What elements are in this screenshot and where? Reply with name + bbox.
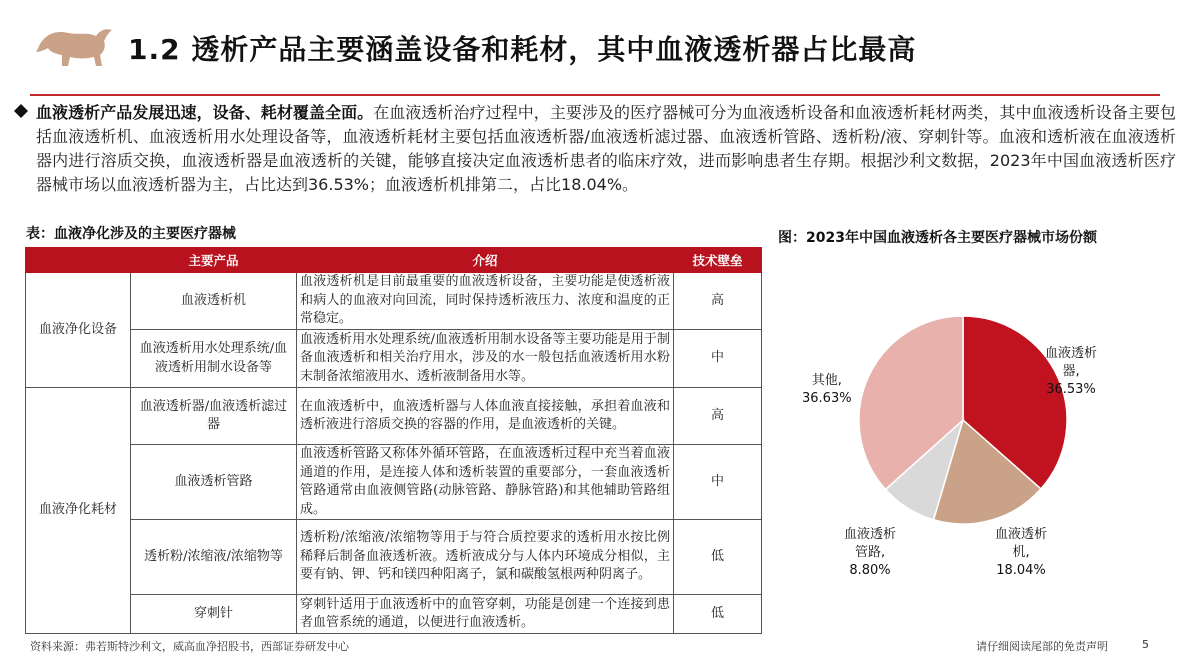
barrier-cell: 高 (674, 273, 762, 330)
chart-title: 图：2023年中国血液透析各主要医疗器械市场份额 (778, 230, 1097, 246)
category-cell: 血液净化设备 (26, 273, 131, 388)
market-share-pie-chart (780, 250, 1180, 635)
bull-logo-icon (34, 24, 114, 70)
slice-label-line: 血液透析 (995, 527, 1048, 542)
diamond-bullet-icon (14, 104, 28, 118)
header-barrier: 技术壁垒 (674, 248, 762, 273)
product-cell: 血液透析用水处理系统/血液透析用制水设备等 (131, 330, 297, 388)
header-category (26, 248, 131, 273)
table-header-row (26, 248, 762, 273)
product-cell: 血液透析管路 (131, 445, 297, 520)
title-divider (30, 94, 1160, 96)
slice-pct: 18.04% (996, 563, 1046, 578)
table-row (26, 388, 762, 445)
header-intro: 介绍 (297, 248, 674, 273)
desc-cell: 血液透析机是目前最重要的血液透析设备，主要功能是使透析液和病人的血液对向回流，同时保持透析液压力、浓度和温度的正常稳定。 (297, 273, 674, 330)
table-row (26, 273, 762, 330)
table-row (26, 520, 762, 595)
intro-paragraph (36, 101, 1176, 197)
header-product: 主要产品 (131, 248, 297, 273)
table-row (26, 330, 762, 388)
slice-label-machine (995, 526, 1047, 580)
intro-lead: 血液透析产品发展迅速，设备、耗材覆盖全面。 (36, 103, 374, 122)
desc-cell: 血液透析管路又称体外循环管路，在血液透析过程中充当着血液通道的作用，是连接人体和透析装置的重要部分，一套血液透析管路通常由血液侧管路(动脉管路、静脉管路)和其他辅助管路组成。 (297, 445, 674, 520)
page-title: 1.2 透析产品主要涵盖设备和耗材，其中血液透析器占比最高 (128, 33, 917, 66)
table-title: 表：血液净化涉及的主要医疗器械 (26, 226, 236, 242)
table-row (26, 445, 762, 520)
table-row (26, 595, 762, 634)
slice-pct: 8.80% (849, 563, 891, 578)
barrier-cell: 中 (674, 445, 762, 520)
slice-label-tubing (844, 526, 896, 580)
slice-pct: 36.53% (1046, 382, 1096, 397)
slice-label-line: 血液透析 (1045, 346, 1098, 361)
desc-cell: 透析粉/浓缩液/浓缩物等用于与符合质控要求的透析用水按比例稀释后制备血液透析液。透析液成分与人体内环境成分相似，主要有钠、钾、钙和镁四种阳离子，氯和碳酸氢根两种阴离子。 (297, 520, 674, 595)
desc-cell: 血液透析用水处理系统/血液透析用制水设备等主要功能是用于制备血液透析和相关治疗用水，涉及的水一般包括血液透析用水粉末制备浓缩液用水、透析液制备用水等。 (297, 330, 674, 388)
product-cell: 穿刺针 (131, 595, 297, 634)
slice-label-line: 器, (1062, 364, 1080, 379)
slice-label-other (802, 372, 852, 408)
desc-cell: 穿刺针适用于血液透析中的血管穿刺，功能是创建一个连接到患者血管系统的通道，以便进行血液透析。 (297, 595, 674, 634)
desc-cell: 在血液透析中，血液透析器与人体血液直接接触，承担着血液和透析液进行溶质交换的容器的作用，是血液透析的关键。 (297, 388, 674, 445)
pie-svg (780, 250, 1180, 635)
slice-label-line: 管路, (854, 545, 886, 560)
slice-label-line: 血液透析 (844, 527, 897, 542)
slice-pct: 36.63% (802, 391, 852, 406)
intro-body: 在血液透析治疗过程中，主要涉及的医疗器械可分为血液透析设备和血液透析耗材两类，其中血液透析设备主要包括血液透析机、血液透析用水处理设备等，血液透析耗材主要包括血液透析器/血液透析滤过器、血液透析管路、透析粉/液、穿刺针等。血液和透析液在血液透析器内进行溶质交换，血液透析器是血液透析的关键，能够直接决定血液透析患者的临床疗效，进而影响患者生存期。根据沙利文数据，2023年中国血液透析医疗器械市场以血液透析器为主，占比达到36.53%；血液透析机排第二，占比18.04%。 (36, 103, 1176, 194)
devices-table (25, 247, 762, 634)
slice-label-dialyzer (1045, 345, 1097, 399)
barrier-cell: 中 (674, 330, 762, 388)
disclaimer-note: 请仔细阅读尾部的免责声明 (976, 640, 1108, 653)
product-cell: 透析粉/浓缩液/浓缩物等 (131, 520, 297, 595)
slice-label-line: 机, (1012, 545, 1030, 560)
product-cell: 血液透析机 (131, 273, 297, 330)
category-cell: 血液净化耗材 (26, 388, 131, 634)
barrier-cell: 高 (674, 388, 762, 445)
product-cell: 血液透析器/血液透析滤过器 (131, 388, 297, 445)
barrier-cell: 低 (674, 595, 762, 634)
page-number: 5 (1142, 638, 1149, 651)
slice-label-line: 其他, (811, 373, 842, 388)
source-note: 资料来源：弗若斯特沙利文，威高血净招股书，西部证券研发中心 (30, 640, 349, 653)
barrier-cell: 低 (674, 520, 762, 595)
